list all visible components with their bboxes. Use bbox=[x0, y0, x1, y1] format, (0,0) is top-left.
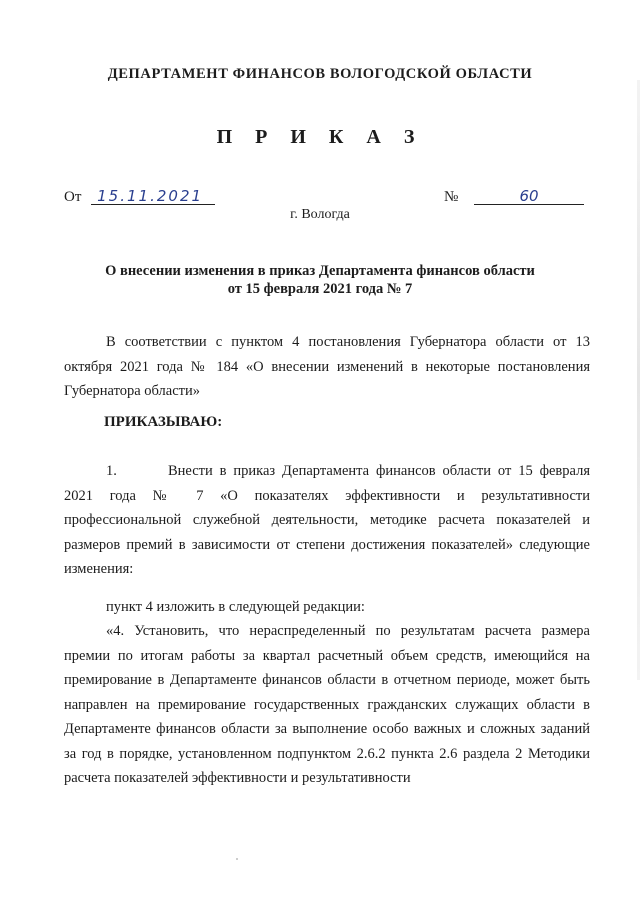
item-1-paragraph bbox=[64, 459, 590, 582]
scan-speck bbox=[236, 858, 238, 860]
item-1-number: 1. bbox=[106, 463, 117, 479]
subject-line-2: от 15 февраля 2021 года № 7 bbox=[227, 281, 413, 297]
basis-paragraph: В соответствии с пунктом 4 постановления Губернатора области от 13 октября 2021 года № 184 «О внесении изменений в некоторые постановления Губернатора области» bbox=[64, 334, 590, 399]
item-1-quote: «4. Установить, что нераспределенный по результатам расчета размера премии по итогам работы за квартал расчетный объем средств, имеющийся на премирование в Департаменте финансов области в отчетном периоде, может быть направлен на премирование государственных гражданских служащих области в Департаменте финансов области за выполнение особо важных и сложных заданий за год в порядке, установленном подпунктом 2.6.2 пункта 2.6 раздела 2 Методики расчета показателей эффективности и результативности bbox=[64, 623, 590, 786]
number-label: № bbox=[444, 189, 459, 205]
subject-line-1: О внесении изменения в приказ Департамента финансов области bbox=[105, 263, 535, 279]
item-1-text: Внести в приказ Департамента финансов области от 15 февраля 2021 года № 7 «О показателях эффективности и результативности профессиональной служебной деятельности, методике расчета показателей и размеров премий в зависимости от степени достижения показателей» следующие изменения: bbox=[64, 463, 590, 577]
number-value: 60 bbox=[474, 188, 584, 205]
date-value: 15.11.2021 bbox=[91, 188, 215, 205]
department-header: ДЕПАРТАМЕНТ ФИНАНСОВ ВОЛОГОДСКОЙ ОБЛАСТИ bbox=[107, 66, 533, 82]
document-subject bbox=[0, 262, 640, 298]
date-field bbox=[64, 188, 215, 206]
number-field bbox=[444, 188, 584, 206]
document-title: П Р И К А З bbox=[216, 126, 424, 148]
item-1-subparagraph: пункт 4 изложить в следующей редакции: bbox=[106, 599, 365, 615]
city: г. Вологда bbox=[290, 207, 350, 222]
date-label: От bbox=[64, 189, 82, 205]
order-word: ПРИКАЗЫВАЮ: bbox=[104, 414, 223, 430]
